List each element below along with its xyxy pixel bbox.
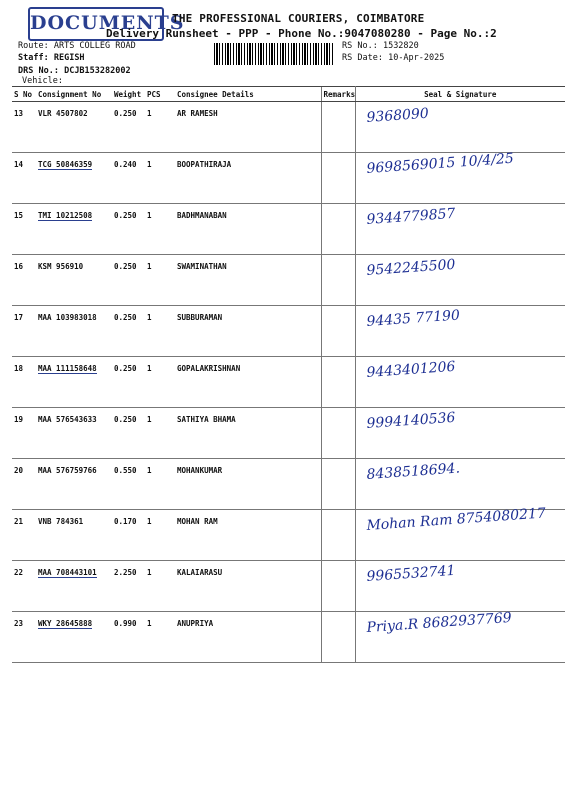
row-consignee: BOOPATHIRAJA [177, 160, 232, 169]
handwritten-signature: 8438518694. [365, 460, 460, 483]
row-signature [355, 102, 565, 153]
vehicle-line [22, 76, 63, 86]
row-sno: 14 [14, 160, 24, 169]
row-consignee: AR RAMESH [177, 109, 218, 118]
row-weight: 0.250 [114, 262, 137, 271]
row-consignment: MAA 708443101 [38, 568, 97, 577]
table-row [12, 459, 565, 510]
row-signature [355, 505, 565, 561]
row-remarks [321, 306, 355, 357]
row-sno: 15 [14, 211, 24, 220]
row-sno: 13 [14, 109, 24, 118]
row-pcs: 1 [147, 364, 152, 373]
col-signature: Seal & Signature [355, 87, 565, 102]
staff-value: REGISH [53, 53, 85, 63]
row-consignee: SUBBURAMAN [177, 313, 223, 322]
handwritten-signature: 94435 77190 [365, 307, 460, 330]
table-row [12, 561, 565, 612]
row-consignment: MAA 103983018 [38, 313, 97, 322]
handwritten-signature: 9994140536 [365, 409, 456, 432]
rs-no-label: RS No.: [342, 41, 378, 51]
table-body [12, 102, 565, 663]
row-signature [355, 204, 565, 255]
staff-line [18, 53, 85, 63]
row-signature [355, 459, 565, 510]
col-remarks: Remarks [321, 87, 355, 102]
col-consignment: Consignment No [36, 87, 112, 102]
row-pcs: 1 [147, 619, 152, 628]
table-row [12, 612, 565, 663]
table-row [12, 204, 565, 255]
row-weight: 0.250 [114, 109, 137, 118]
row-signature [355, 306, 565, 357]
rs-date-value: 10-Apr-2025 [388, 53, 445, 63]
handwritten-signature: 9368090 [365, 105, 429, 126]
row-consignment: MAA 111158648 [38, 364, 97, 373]
rs-date-label: RS Date: [342, 53, 383, 63]
row-remarks [321, 255, 355, 306]
col-weight: Weight [112, 87, 145, 102]
handwritten-signature: Mohan Ram 8754080217 [365, 505, 546, 534]
col-sno: S No [12, 87, 36, 102]
documents-stamp: DOCUMENTS [28, 7, 164, 41]
row-remarks [321, 408, 355, 459]
staff-label: Staff: [18, 53, 49, 63]
row-sno: 20 [14, 466, 24, 475]
row-signature [355, 150, 565, 204]
handwritten-signature: 9542245500 [365, 256, 456, 279]
row-pcs: 1 [147, 211, 152, 220]
runsheet-table [12, 86, 565, 663]
row-consignment: VLR 4507802 [38, 109, 88, 118]
row-consignee: MOHAN RAM [177, 517, 218, 526]
table-row [12, 357, 565, 408]
row-consignment: VNB 784361 [38, 517, 84, 526]
row-weight: 0.250 [114, 211, 137, 220]
row-weight: 0.250 [114, 313, 137, 322]
table-row [12, 153, 565, 204]
row-signature [355, 609, 565, 663]
row-sno: 16 [14, 262, 24, 271]
row-signature [355, 357, 565, 408]
row-consignee: BADHMANABAN [177, 211, 227, 220]
table-row [12, 408, 565, 459]
row-signature [355, 255, 565, 306]
row-consignment: TCG 50846359 [38, 160, 93, 169]
row-pcs: 1 [147, 466, 152, 475]
barcode [214, 43, 334, 65]
rs-no-line [342, 41, 419, 51]
col-pcs: PCS [145, 87, 175, 102]
row-consignee: SATHIYA BHAMA [177, 415, 236, 424]
table-row [12, 306, 565, 357]
row-weight: 0.250 [114, 415, 137, 424]
row-pcs: 1 [147, 109, 152, 118]
handwritten-signature: Priya.R 8682937769 [365, 609, 512, 636]
row-weight: 0.250 [114, 364, 137, 373]
row-weight: 0.990 [114, 619, 137, 628]
row-weight: 0.240 [114, 160, 137, 169]
route-label: Route: [18, 41, 49, 51]
row-pcs: 1 [147, 568, 152, 577]
table-header-row [12, 87, 565, 102]
row-consignee: KALAIARASU [177, 568, 223, 577]
row-consignee: ANUPRIYA [177, 619, 214, 628]
row-consignment: TMI 10212508 [38, 211, 93, 220]
row-weight: 0.550 [114, 466, 137, 475]
row-consignment: WKY 28645888 [38, 619, 93, 628]
row-weight: 0.170 [114, 517, 137, 526]
row-sno: 21 [14, 517, 24, 526]
handwritten-signature: 9344779857 [365, 205, 456, 228]
row-remarks [321, 510, 355, 561]
route-value: ARTS COLLEG ROAD [53, 41, 136, 51]
table-row [12, 255, 565, 306]
route-line [18, 41, 136, 51]
row-sno: 18 [14, 364, 24, 373]
runsheet-subtitle: Delivery Runsheet - PPP - Phone No.:9047080280 - Page No.:2 [106, 27, 497, 40]
row-remarks [321, 459, 355, 510]
row-remarks [321, 204, 355, 255]
row-remarks [321, 357, 355, 408]
row-remarks [321, 561, 355, 612]
row-signature [355, 408, 565, 459]
vehicle-label: Vehicle: [22, 76, 63, 86]
row-pcs: 1 [147, 160, 152, 169]
row-pcs: 1 [147, 517, 152, 526]
rs-no-value: 1532820 [382, 41, 419, 51]
handwritten-signature: 9698569015 10/4/25 [365, 150, 514, 177]
company-name: THE PROFESSIONAL COURIERS, COIMBATORE [172, 12, 425, 25]
row-weight: 2.250 [114, 568, 137, 577]
row-remarks [321, 102, 355, 153]
row-consignment: MAA 576543633 [38, 415, 97, 424]
drs-value: DCJB153282002 [64, 66, 131, 76]
rs-date-line [342, 53, 444, 63]
drs-label: DRS No.: [18, 66, 59, 76]
table-row [12, 510, 565, 561]
handwritten-signature: 9443401206 [365, 358, 456, 381]
row-consignment: MAA 576759766 [38, 466, 97, 475]
table-row [12, 102, 565, 153]
row-sno: 19 [14, 415, 24, 424]
row-sno: 17 [14, 313, 24, 322]
row-consignee: GOPALAKRISHNAN [177, 364, 241, 373]
row-remarks [321, 612, 355, 663]
row-pcs: 1 [147, 313, 152, 322]
row-pcs: 1 [147, 262, 152, 271]
col-consignee: Consignee Details [175, 87, 321, 102]
row-consignee: MOHANKUMAR [177, 466, 223, 475]
row-signature [355, 561, 565, 612]
row-consignee: SWAMINATHAN [177, 262, 227, 271]
row-sno: 23 [14, 619, 24, 628]
row-sno: 22 [14, 568, 24, 577]
handwritten-signature: 9965532741 [365, 562, 456, 585]
row-pcs: 1 [147, 415, 152, 424]
row-consignment: KSM 956910 [38, 262, 84, 271]
drs-line [18, 66, 131, 76]
row-remarks [321, 153, 355, 204]
